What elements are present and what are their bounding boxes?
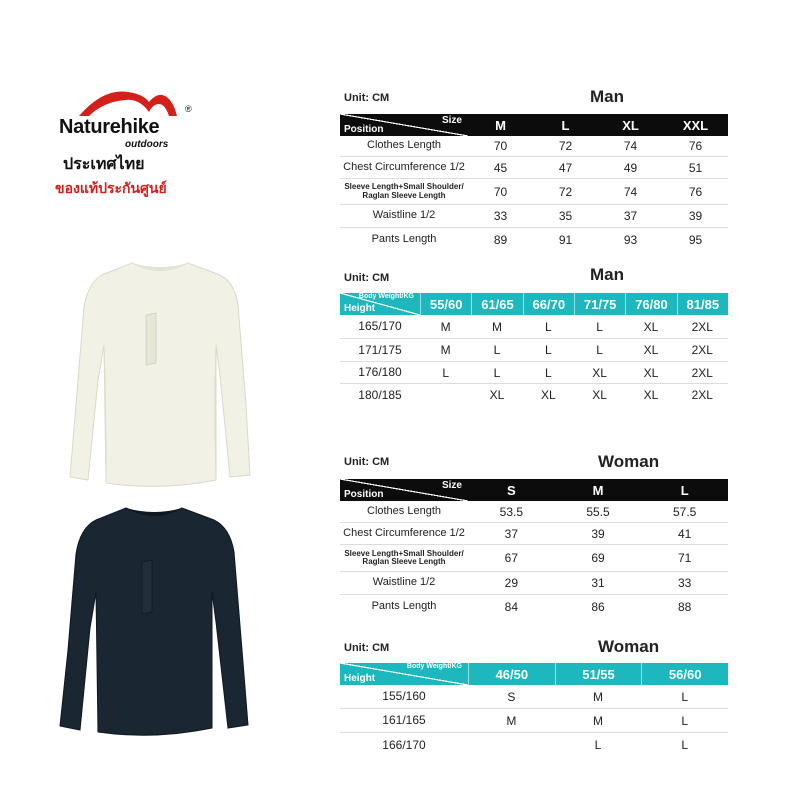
table-cell: 70 xyxy=(493,184,508,199)
table-cell: L xyxy=(681,689,689,704)
weight-header: 81/85 xyxy=(677,293,728,315)
table-cell: L xyxy=(493,365,501,380)
corner-position-label: Position xyxy=(344,489,384,500)
table-cell: 35 xyxy=(558,209,573,223)
table-cell: 70 xyxy=(493,139,508,153)
size-header-xxl: XXL xyxy=(682,117,709,133)
table-cell: 86 xyxy=(591,600,605,614)
table-cell: 41 xyxy=(678,526,692,541)
table-cell: 29 xyxy=(504,576,519,590)
table-cell: 95 xyxy=(688,233,703,247)
row-label: 155/160 xyxy=(382,689,426,704)
header-corner xyxy=(340,479,468,501)
corner-position-label: Position xyxy=(344,124,384,135)
weight-header: 66/70 xyxy=(523,293,574,315)
row-label: 165/170 xyxy=(358,319,402,334)
table-cell: L xyxy=(594,738,602,752)
weight-header: 56/60 xyxy=(641,663,728,685)
woman-size-unit: Unit: CM xyxy=(344,456,390,468)
weight-header: 71/75 xyxy=(574,293,625,315)
table-row xyxy=(340,136,728,157)
man-size-header xyxy=(340,114,728,136)
man-fit-header xyxy=(340,293,728,315)
table-row xyxy=(340,501,728,523)
table-row xyxy=(340,572,728,595)
table-cell: 69 xyxy=(591,551,605,565)
table-cell: L xyxy=(681,713,689,728)
table-cell: XL xyxy=(643,365,659,380)
row-label: 161/165 xyxy=(382,713,426,728)
header-corner xyxy=(340,114,468,136)
weight-header: 76/80 xyxy=(625,293,676,315)
table-cell: M xyxy=(593,689,603,704)
table-row xyxy=(340,157,728,179)
table-cell: 47 xyxy=(558,160,573,175)
table-row xyxy=(340,685,728,709)
table-cell: 74 xyxy=(623,184,638,199)
mountain-arc-icon xyxy=(73,82,183,118)
table-cell: 37 xyxy=(623,209,638,223)
table-cell: XL xyxy=(643,343,659,357)
table-cell xyxy=(420,384,471,406)
table-cell: 67 xyxy=(504,551,519,565)
man-size-title: Man xyxy=(590,87,624,106)
table-cell: 72 xyxy=(558,184,573,199)
corner-size-label: Size xyxy=(441,115,462,126)
table-cell: 49 xyxy=(623,160,638,175)
row-label: Chest Circumference 1/2 xyxy=(343,526,465,539)
weight-header: 61/65 xyxy=(471,293,522,315)
corner-weight-label: Body Weight/KG xyxy=(406,663,462,670)
table-cell: 51 xyxy=(688,160,703,175)
table-cell: 39 xyxy=(688,209,703,223)
table-row xyxy=(340,339,728,362)
weight-header: 46/50 xyxy=(468,663,555,685)
corner-height-label: Height xyxy=(344,673,376,684)
table-cell: 76 xyxy=(688,139,703,153)
table-cell: 37 xyxy=(504,526,519,541)
man-fit-unit: Unit: CM xyxy=(344,272,390,284)
size-header-l: L xyxy=(680,482,689,498)
table-cell: 88 xyxy=(678,600,692,614)
table-row xyxy=(340,595,728,619)
man-size-unit: Unit: CM xyxy=(344,92,390,104)
row-label: Pants Length xyxy=(371,600,437,613)
table-cell: M xyxy=(506,713,517,728)
table-row xyxy=(340,709,728,733)
table-cell: M xyxy=(440,319,451,334)
table-cell: M xyxy=(593,713,603,728)
size-header-m: M xyxy=(592,482,604,498)
table-cell: L xyxy=(596,319,603,334)
table-cell: 74 xyxy=(623,139,638,153)
table-cell: L xyxy=(442,365,449,380)
table-cell: 84 xyxy=(504,600,519,614)
naturehike-logo xyxy=(55,82,205,202)
table-row xyxy=(340,179,728,205)
row-label: 171/175 xyxy=(358,342,402,357)
table-cell: L xyxy=(596,343,603,357)
weight-header: 51/55 xyxy=(555,663,642,685)
table-cell: 89 xyxy=(493,233,508,247)
woman-fit-unit: Unit: CM xyxy=(344,642,390,654)
header-corner xyxy=(340,293,420,315)
table-cell: 2XL xyxy=(691,388,713,402)
size-header-s: S xyxy=(507,482,516,498)
row-label: Sleeve Length+Small Shoulder/ Raglan Sleeve Length xyxy=(344,182,464,200)
thai-tagline: ของแท้ประกันศูนย์ xyxy=(55,180,167,196)
man-fit-title: Man xyxy=(590,265,624,284)
table-cell: 93 xyxy=(623,233,638,247)
table-cell: 91 xyxy=(558,233,573,247)
table-cell: L xyxy=(544,365,552,380)
table-row xyxy=(340,523,728,545)
registered-mark: ® xyxy=(185,104,192,114)
table-row xyxy=(340,545,728,572)
table-cell: XL xyxy=(643,319,659,334)
row-label: Waistline 1/2 xyxy=(372,209,436,222)
table-cell: L xyxy=(544,319,552,334)
woman-size-title: Woman xyxy=(598,452,660,471)
brand-name: Naturehike xyxy=(59,116,160,138)
weight-header: 55/60 xyxy=(420,293,471,315)
table-cell: L xyxy=(681,738,689,752)
table-cell: XL xyxy=(592,365,607,380)
table-cell: 45 xyxy=(493,160,508,175)
table-cell: S xyxy=(507,689,516,704)
table-row xyxy=(340,315,728,339)
table-cell: 55.5 xyxy=(586,504,610,519)
size-header-m: M xyxy=(495,117,506,133)
table-row xyxy=(340,228,728,252)
table-cell: 71 xyxy=(678,551,692,565)
table-cell: 31 xyxy=(591,576,605,590)
row-label: Pants Length xyxy=(371,233,437,246)
header-corner xyxy=(340,663,468,685)
corner-height-label: Height xyxy=(344,303,376,314)
table-cell: 2XL xyxy=(691,319,713,334)
woman-fit-title: Woman xyxy=(598,637,660,656)
thai-country-label: ประเทศไทย xyxy=(63,156,145,173)
table-cell: M xyxy=(491,319,502,334)
row-label: 176/180 xyxy=(358,365,402,380)
table-cell: XL xyxy=(489,388,505,402)
white-long-sleeve-shirt-image xyxy=(60,255,260,495)
table-cell: 57.5 xyxy=(673,504,697,519)
row-label: Chest Circumference 1/2 xyxy=(343,160,465,173)
table-cell xyxy=(468,733,555,757)
table-cell: 2XL xyxy=(691,365,713,380)
table-cell: XL xyxy=(643,388,659,402)
row-label: 166/170 xyxy=(382,737,426,752)
table-cell: 39 xyxy=(591,526,605,541)
table-row xyxy=(340,205,728,228)
row-label: Waistline 1/2 xyxy=(372,576,436,589)
row-label: Sleeve Length+Small Shoulder/ Raglan Sleeve Length xyxy=(344,548,464,566)
navy-long-sleeve-shirt-image xyxy=(52,500,257,745)
table-cell: L xyxy=(544,343,552,357)
woman-fit-header xyxy=(340,663,728,685)
table-cell: XL xyxy=(540,388,556,402)
table-cell: 53.5 xyxy=(499,504,524,519)
table-row xyxy=(340,733,728,757)
table-row xyxy=(340,384,728,406)
row-label: Clothes Length xyxy=(367,504,441,517)
size-header-l: L xyxy=(561,117,570,133)
brand-subtitle: outdoors xyxy=(125,139,169,150)
table-cell: 33 xyxy=(493,209,508,223)
woman-size-header xyxy=(340,479,728,501)
table-cell: 72 xyxy=(558,139,573,153)
table-cell: L xyxy=(493,343,501,357)
table-row xyxy=(340,362,728,384)
row-label: 180/185 xyxy=(358,387,402,402)
table-cell: 33 xyxy=(678,576,692,590)
corner-weight-label: Body Weight/KG xyxy=(358,293,414,300)
table-cell: 76 xyxy=(688,184,703,199)
table-cell: 2XL xyxy=(691,343,713,357)
size-header-xl: XL xyxy=(622,117,639,133)
row-label: Clothes Length xyxy=(367,139,441,152)
corner-size-label: Size xyxy=(441,480,462,491)
table-cell: XL xyxy=(592,388,607,402)
table-cell: M xyxy=(440,343,451,357)
